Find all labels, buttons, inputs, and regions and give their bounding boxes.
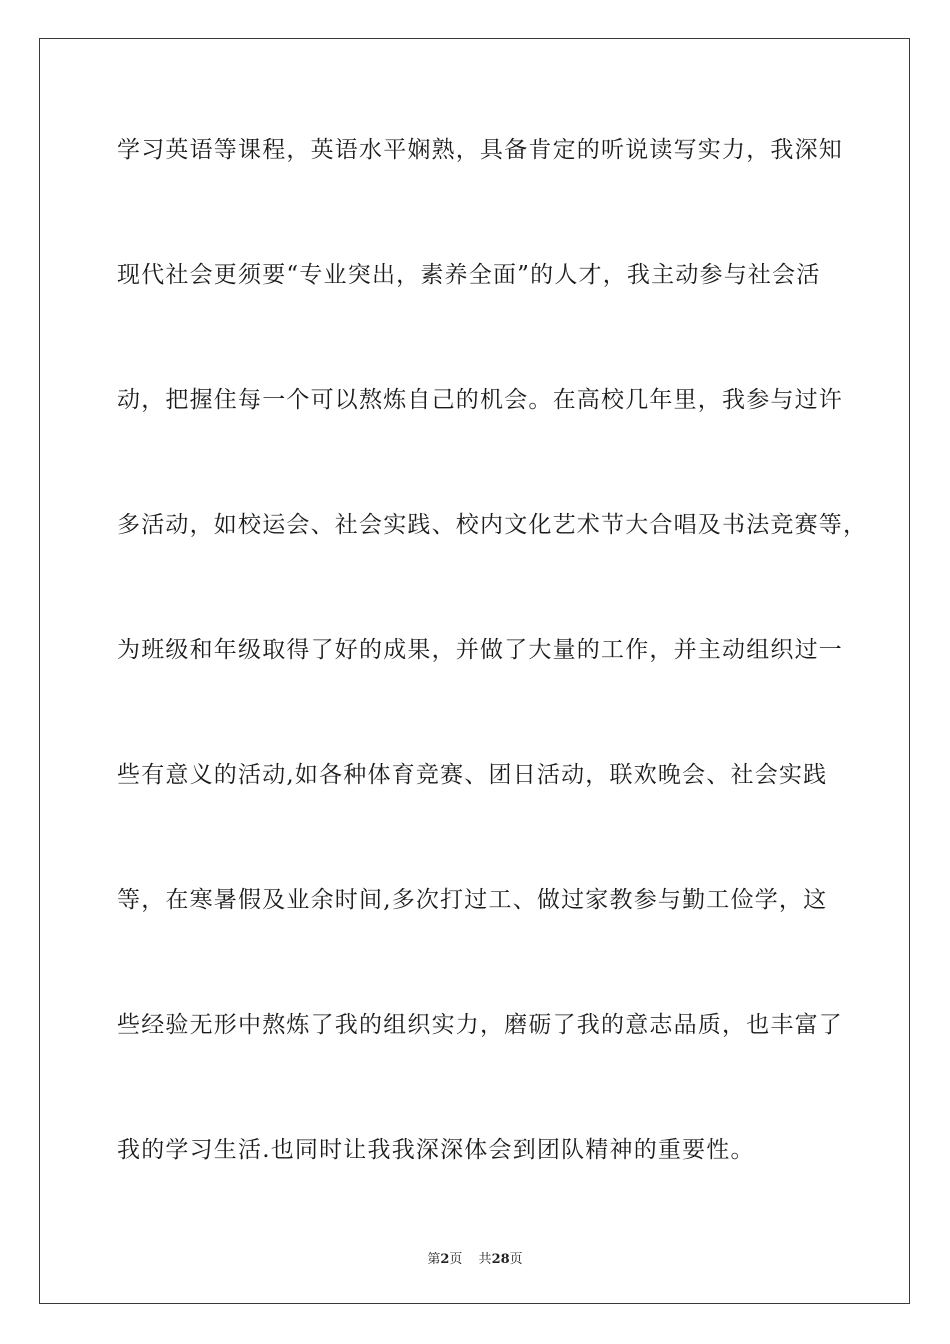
- page-prefix: 第: [427, 1252, 441, 1267]
- page-suffix: 页: [449, 1252, 463, 1267]
- text-line: 些有意义的活动,如各种体育竞赛、团日活动，联欢晚会、社会实践: [117, 762, 828, 788]
- text-line: 学习英语等课程，英语水平娴熟，具备肯定的听说读写实力，我深知: [117, 137, 843, 163]
- text-line: 多活动，如校运会、社会实践、校内文化艺术节大合唱及书法竞赛等，: [117, 512, 868, 538]
- text-line: 现代社会更须要“专业突出，素养全面”的人才，我主动参与社会活: [117, 262, 821, 288]
- text-line: 为班级和年级取得了好的成果，并做了大量的工作，并主动组织过一: [117, 637, 843, 663]
- page-footer: [0, 1248, 950, 1267]
- text-line: 我的学习生活.也同时让我我深深体会到团队精神的重要性。: [117, 1137, 755, 1163]
- text-line: 等，在寒暑假及业余时间,多次打过工、做过家教参与勤工俭学，这: [117, 887, 828, 913]
- page-indicator: [427, 1252, 462, 1267]
- total-indicator: [479, 1252, 523, 1267]
- total-pages: 28: [491, 1252, 510, 1267]
- total-prefix: 共: [478, 1252, 492, 1267]
- text-line: 动，把握住每一个可以熬炼自己的机会。在高校几年里，我参与过许: [117, 387, 843, 413]
- text-line: 些经验无形中熬炼了我的组织实力，磨砺了我的意志品质，也丰富了: [117, 1012, 843, 1038]
- page-number: 2: [440, 1252, 450, 1267]
- body-text: [117, 128, 868, 1253]
- total-suffix: 页: [509, 1252, 523, 1267]
